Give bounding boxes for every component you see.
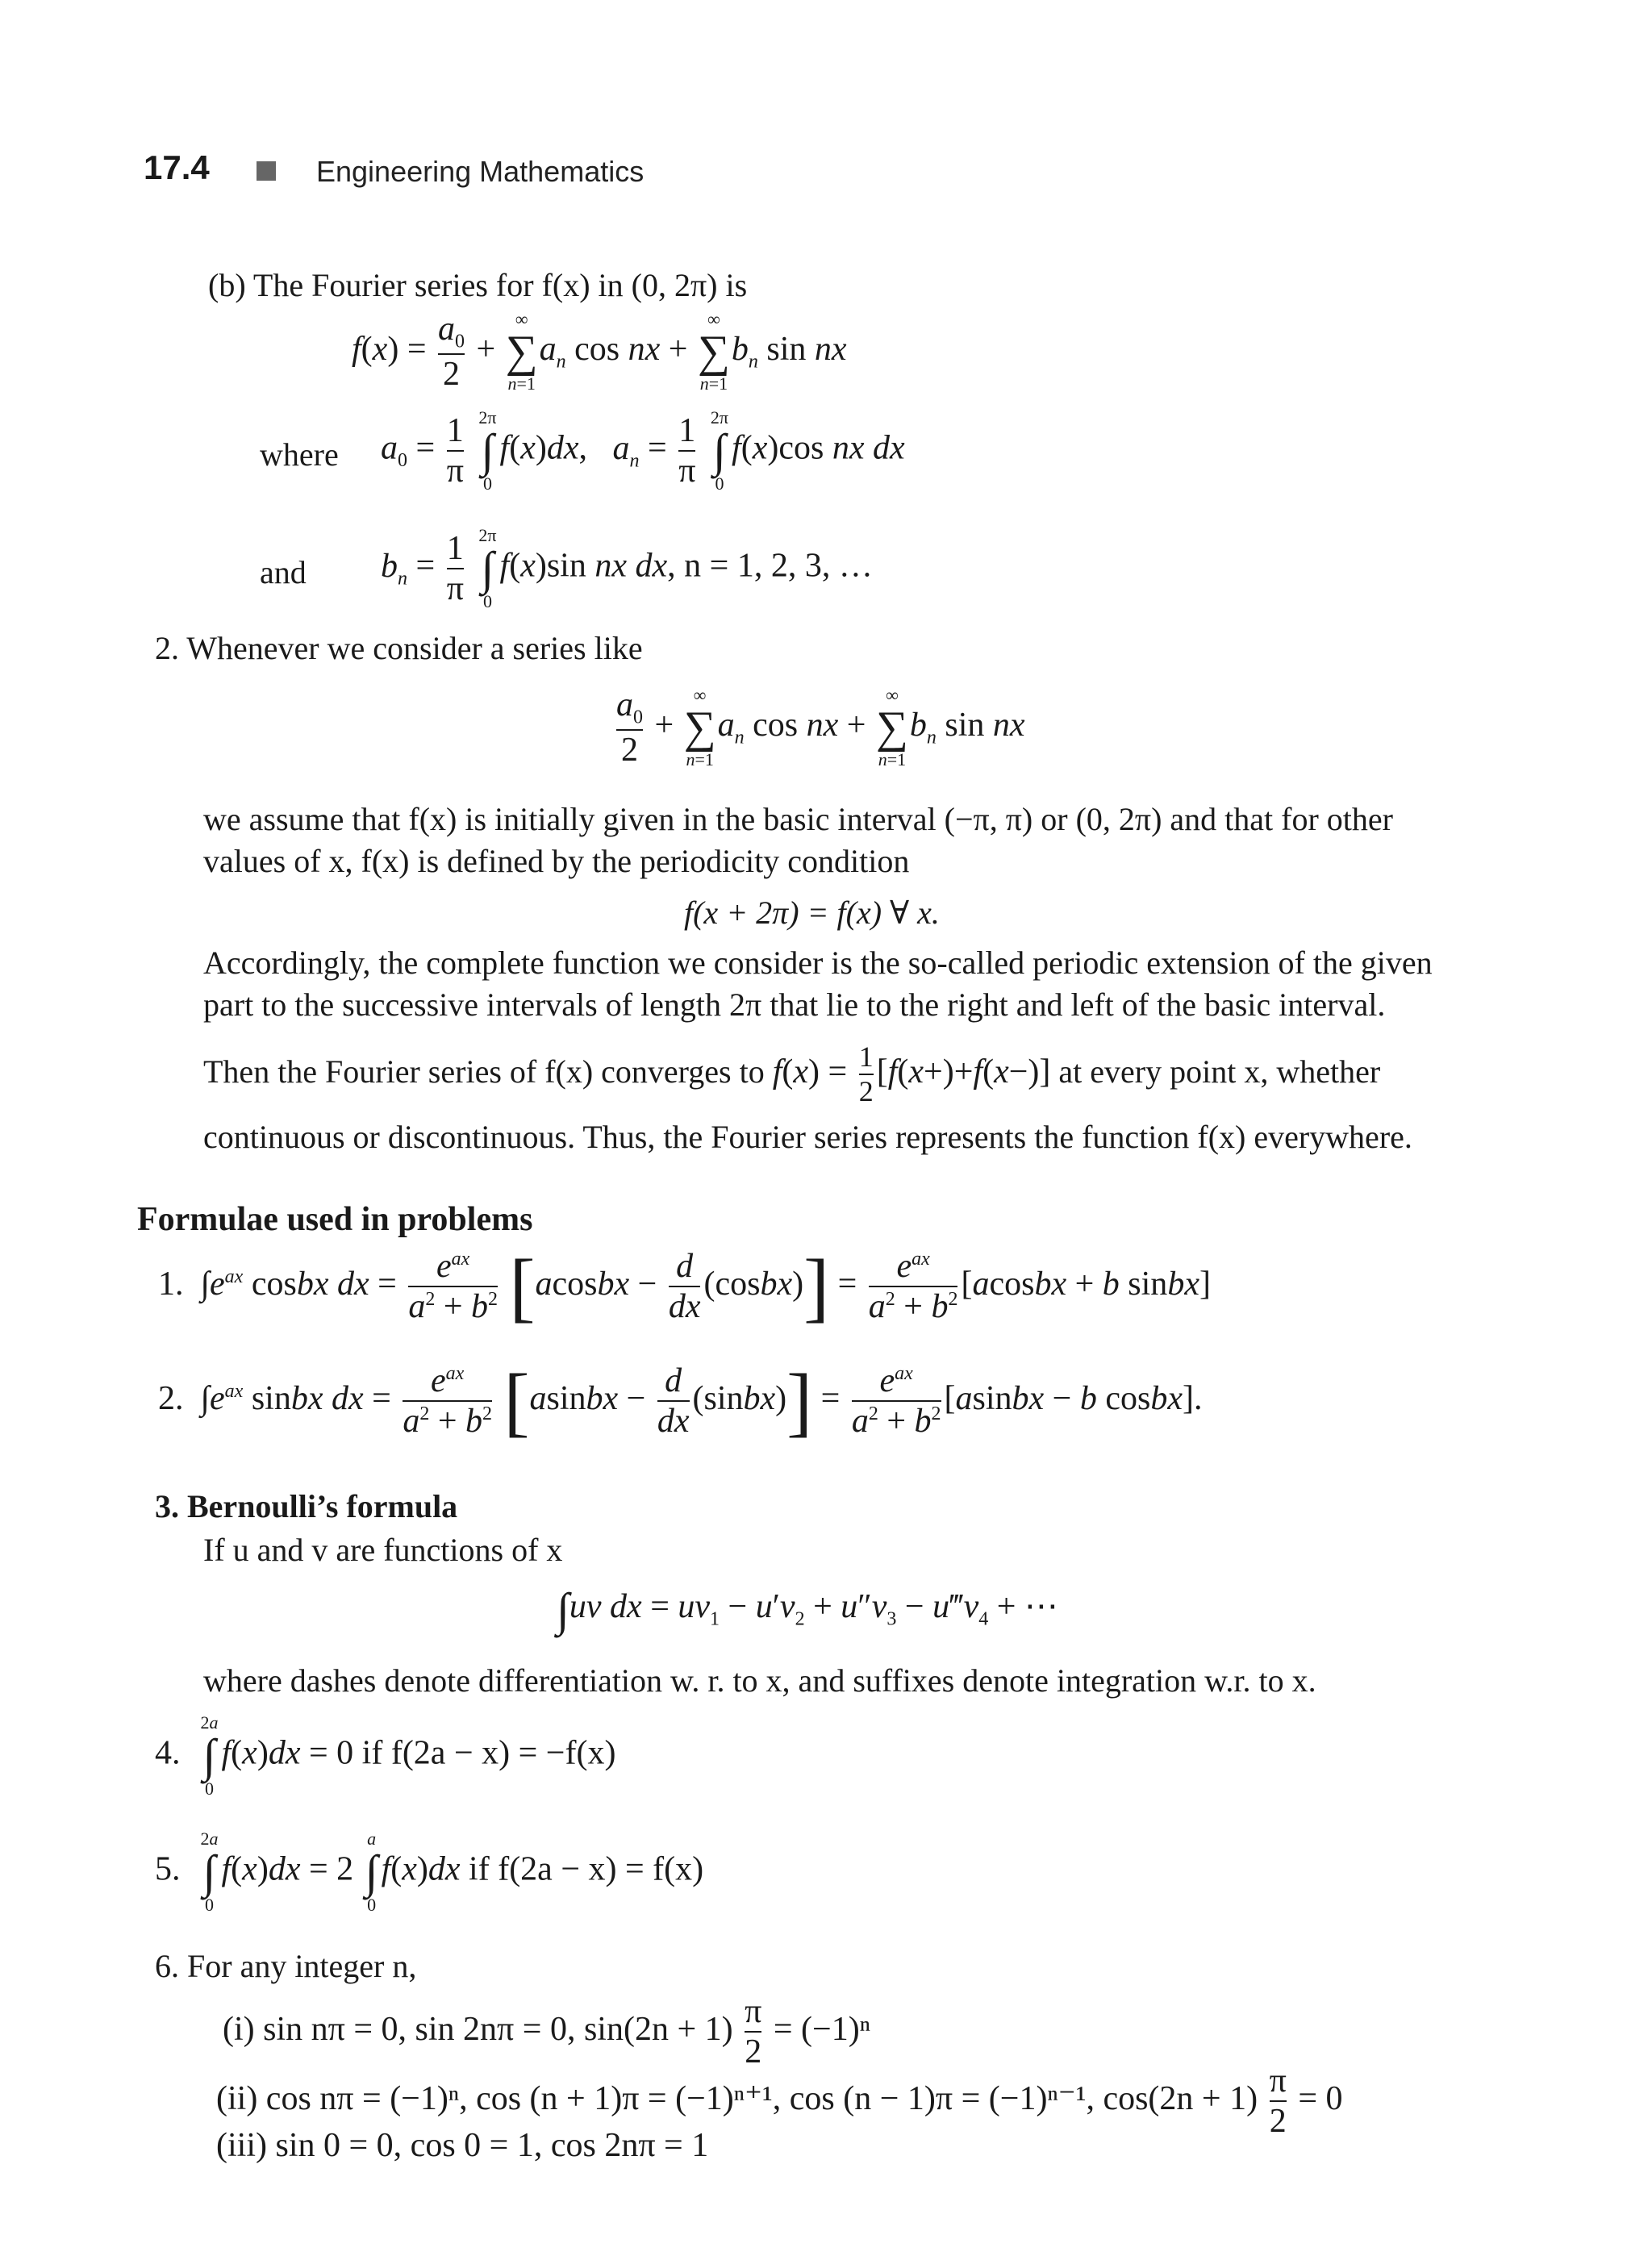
formula-4: 4. 2a ∫ 0 f(x)dx = 0 if f(2a − x) = −f(x) <box>155 1712 616 1799</box>
bernoulli-formula: ∫uv dx = $uv_1 - u'v_2 + u''v_3$ − $u‴v_4$ + ⋯ <box>557 1583 1058 1636</box>
bernoulli-text: If u and v are functions of x <box>203 1532 563 1568</box>
formula-2: 2. $\int e^{ax}$ sinbx dx = $\frac{e^{ax}}{a^2 + b^2}$ [asinbx − $\frac{d}{dx}$ (sinbx)] = $\frac{e^{ax}}{a^2 + b^2}$ [asinbx − b cosbx]. <box>158 1357 1203 1445</box>
fourier-b-intro: (b) The Fourier series for f(x) in (0, 2π) is <box>208 267 748 303</box>
where-label: where <box>260 436 339 473</box>
header-square-icon <box>257 161 276 181</box>
periodicity-condition: f(x + 2π) = f(x) ∀ x. <box>684 894 940 931</box>
page-number: 17.4 <box>144 148 210 186</box>
formula-1: 1. $\int e^{ax}$ cosbx dx = $\frac{e^{ax}}{a^2 + b^2}$ [acosbx − $\frac{d}{dx}$ (cosbx)] = $\frac{e^{ax}}{a^2 + b^2}$ [acosbx + b sinbx] <box>158 1243 1211 1330</box>
paragraph-line-5: Then the Fourier series of f(x) converges to f(x) = $\frac{1}{2}$ [f(x+)+f(x−)] at every point x, whether <box>203 1040 1381 1108</box>
general-series-equation: $\frac{a_0}{2}$ + ∞ ∑ n=1 $a_n$ cos nx + ∞ ∑ n=1 $b_n$ sin nx <box>616 685 1025 770</box>
a0-an-coefficients: $a_0$ = $\frac{1}{\pi}$ 2π ∫ 0 f(x)dx, $a_n$ = $\frac{1}{\pi}$ 2π ∫ 0 f(x)cos nx dx <box>381 407 905 494</box>
formulae-heading: Formulae used in problems <box>137 1201 533 1238</box>
item-6-intro: 6. For any integer n, <box>155 1948 417 1984</box>
item-6-ii: (ii) cos nπ = (−1)ⁿ, cos (n + 1)π = (−1)ⁿ⁺¹, cos (n − 1)π = (−1)ⁿ⁻¹, cos(2n + 1) $\frac{\pi}{2}$ = 0 <box>216 2062 1343 2141</box>
formula-5: 5. 2a ∫ 0 f(x)dx = 2 a ∫ 0 f(x)dx if f(2a − x) = f(x) <box>155 1829 704 1915</box>
and-label: and <box>260 554 307 590</box>
paragraph-line-3: Accordingly, the complete function we consider is the so-called periodic extension of the given <box>203 945 1433 981</box>
item-2-intro: 2. Whenever we consider a series like <box>155 630 643 666</box>
bernoulli-title: 3. Bernoulli’s formula <box>155 1488 458 1524</box>
paragraph-line-6: continuous or discontinuous. Thus, the Fourier series represents the function f(x) everywhere. <box>203 1119 1412 1155</box>
paragraph-line-2: values of x, f(x) is defined by the periodicity condition <box>203 843 910 879</box>
bn-coefficient: $b_n$ = $\frac{1}{\pi}$ 2π ∫ 0 f(x)sin nx dx, n = 1, 2, 3, … <box>381 525 873 611</box>
item-6-i: (i) sin nπ = 0, sin 2nπ = 0, sin(2n + 1) $\frac{\pi}{2}$ = (−1)ⁿ <box>223 1993 870 2071</box>
bernoulli-note: where dashes denote differentiation w. r. to x, and suffixes denote integration w.r. to x. <box>203 1662 1316 1699</box>
fourier-series-equation: f(x) = $\frac{a_0}{2}$ + ∞ ∑ n=1 $a_n$ cos nx + ∞ ∑ n=1 $b_n$ sin nx <box>352 309 847 394</box>
running-title: Engineering Mathematics <box>316 155 645 188</box>
paragraph-line-1: we assume that f(x) is initially given in the basic interval (−π, π) or (0, 2π) and that for other <box>203 801 1393 837</box>
item-6-iii: (iii) sin 0 = 0, cos 0 = 1, cos 2nπ = 1 <box>216 2127 709 2164</box>
paragraph-line-4: part to the successive intervals of length 2π that lie to the right and left of the basic interval. <box>203 986 1386 1023</box>
